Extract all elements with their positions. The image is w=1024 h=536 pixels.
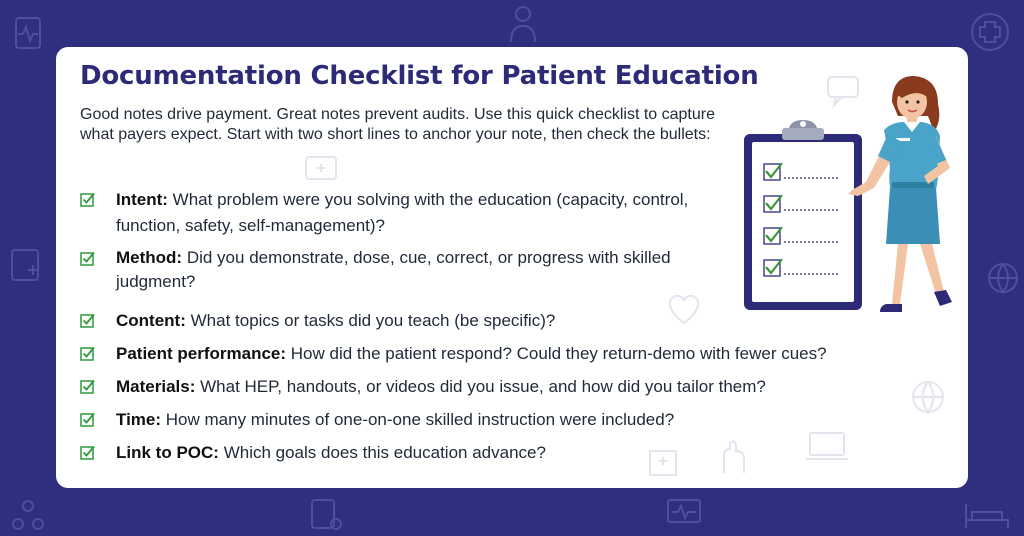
checklist-label: Time: [116,410,162,429]
bg-clipboard-icon [8,244,44,284]
checkbox-check-icon [80,193,94,207]
checklist-text: How many minutes of one-on-one skilled instruction were included? [165,410,675,429]
checklist-label: Materials: [116,377,196,396]
checklist-label: Intent: [116,190,168,209]
clipboard-illustration [744,120,862,310]
intro-paragraph: Good notes drive payment. Great notes prevent audits. Use this quick checklist to capture what payers expect. Start with two short lines to anchor your note, then check the bullets: [80,106,715,143]
bg-stethoscope-icon [306,494,346,534]
checklist-item-link-to-poc [80,440,960,466]
bg-globe-icon [985,258,1021,298]
checkbox-check-icon [80,314,94,328]
page-title: Documentation Checklist for Patient Education [80,61,759,91]
checkbox-check-icon [80,347,94,361]
checklist-label: Link to POC: [116,443,219,462]
checklist-item-intent [80,187,740,239]
checklist-label: Patient performance: [116,344,287,363]
clipboard-nurse-illustration [742,72,966,347]
checkbox-check-icon [80,446,94,460]
card-medkit-icon [304,151,338,181]
checklist-label: Method: [116,248,183,267]
nurse-illustration [848,76,952,312]
bg-bed-icon [962,494,1012,534]
checklist-text: What topics or tasks did you teach (be specific)? [190,311,556,330]
checklist-item-time [80,407,960,433]
checkbox-check-icon [80,252,94,266]
bg-doctor-icon [508,4,538,44]
checklist-label: Content: [116,311,186,330]
bg-cross-icon [968,10,1012,54]
bg-monitor-icon [664,494,704,534]
checklist-text: Which goals does this education advance? [223,443,546,462]
bg-network-icon [10,494,46,534]
checklist-text: Did you demonstrate, dose, cue, correct, or progress with skilled judgment? [116,248,671,291]
checkbox-check-icon [80,380,94,394]
checklist-item-method [80,246,740,294]
checklist-text: What HEP, handouts, or videos did you issue, and how did you tailor them? [200,377,766,396]
checkbox-check-icon [80,413,94,427]
checklist-text: How did the patient respond? Could they return-demo with fewer cues? [290,344,827,363]
bg-heartbeat-icon [12,12,44,52]
content-card [56,47,968,488]
checklist-item-materials [80,374,960,400]
checklist-text: What problem were you solving with the education (capacity, control, function, safety, self-management)? [116,190,689,235]
